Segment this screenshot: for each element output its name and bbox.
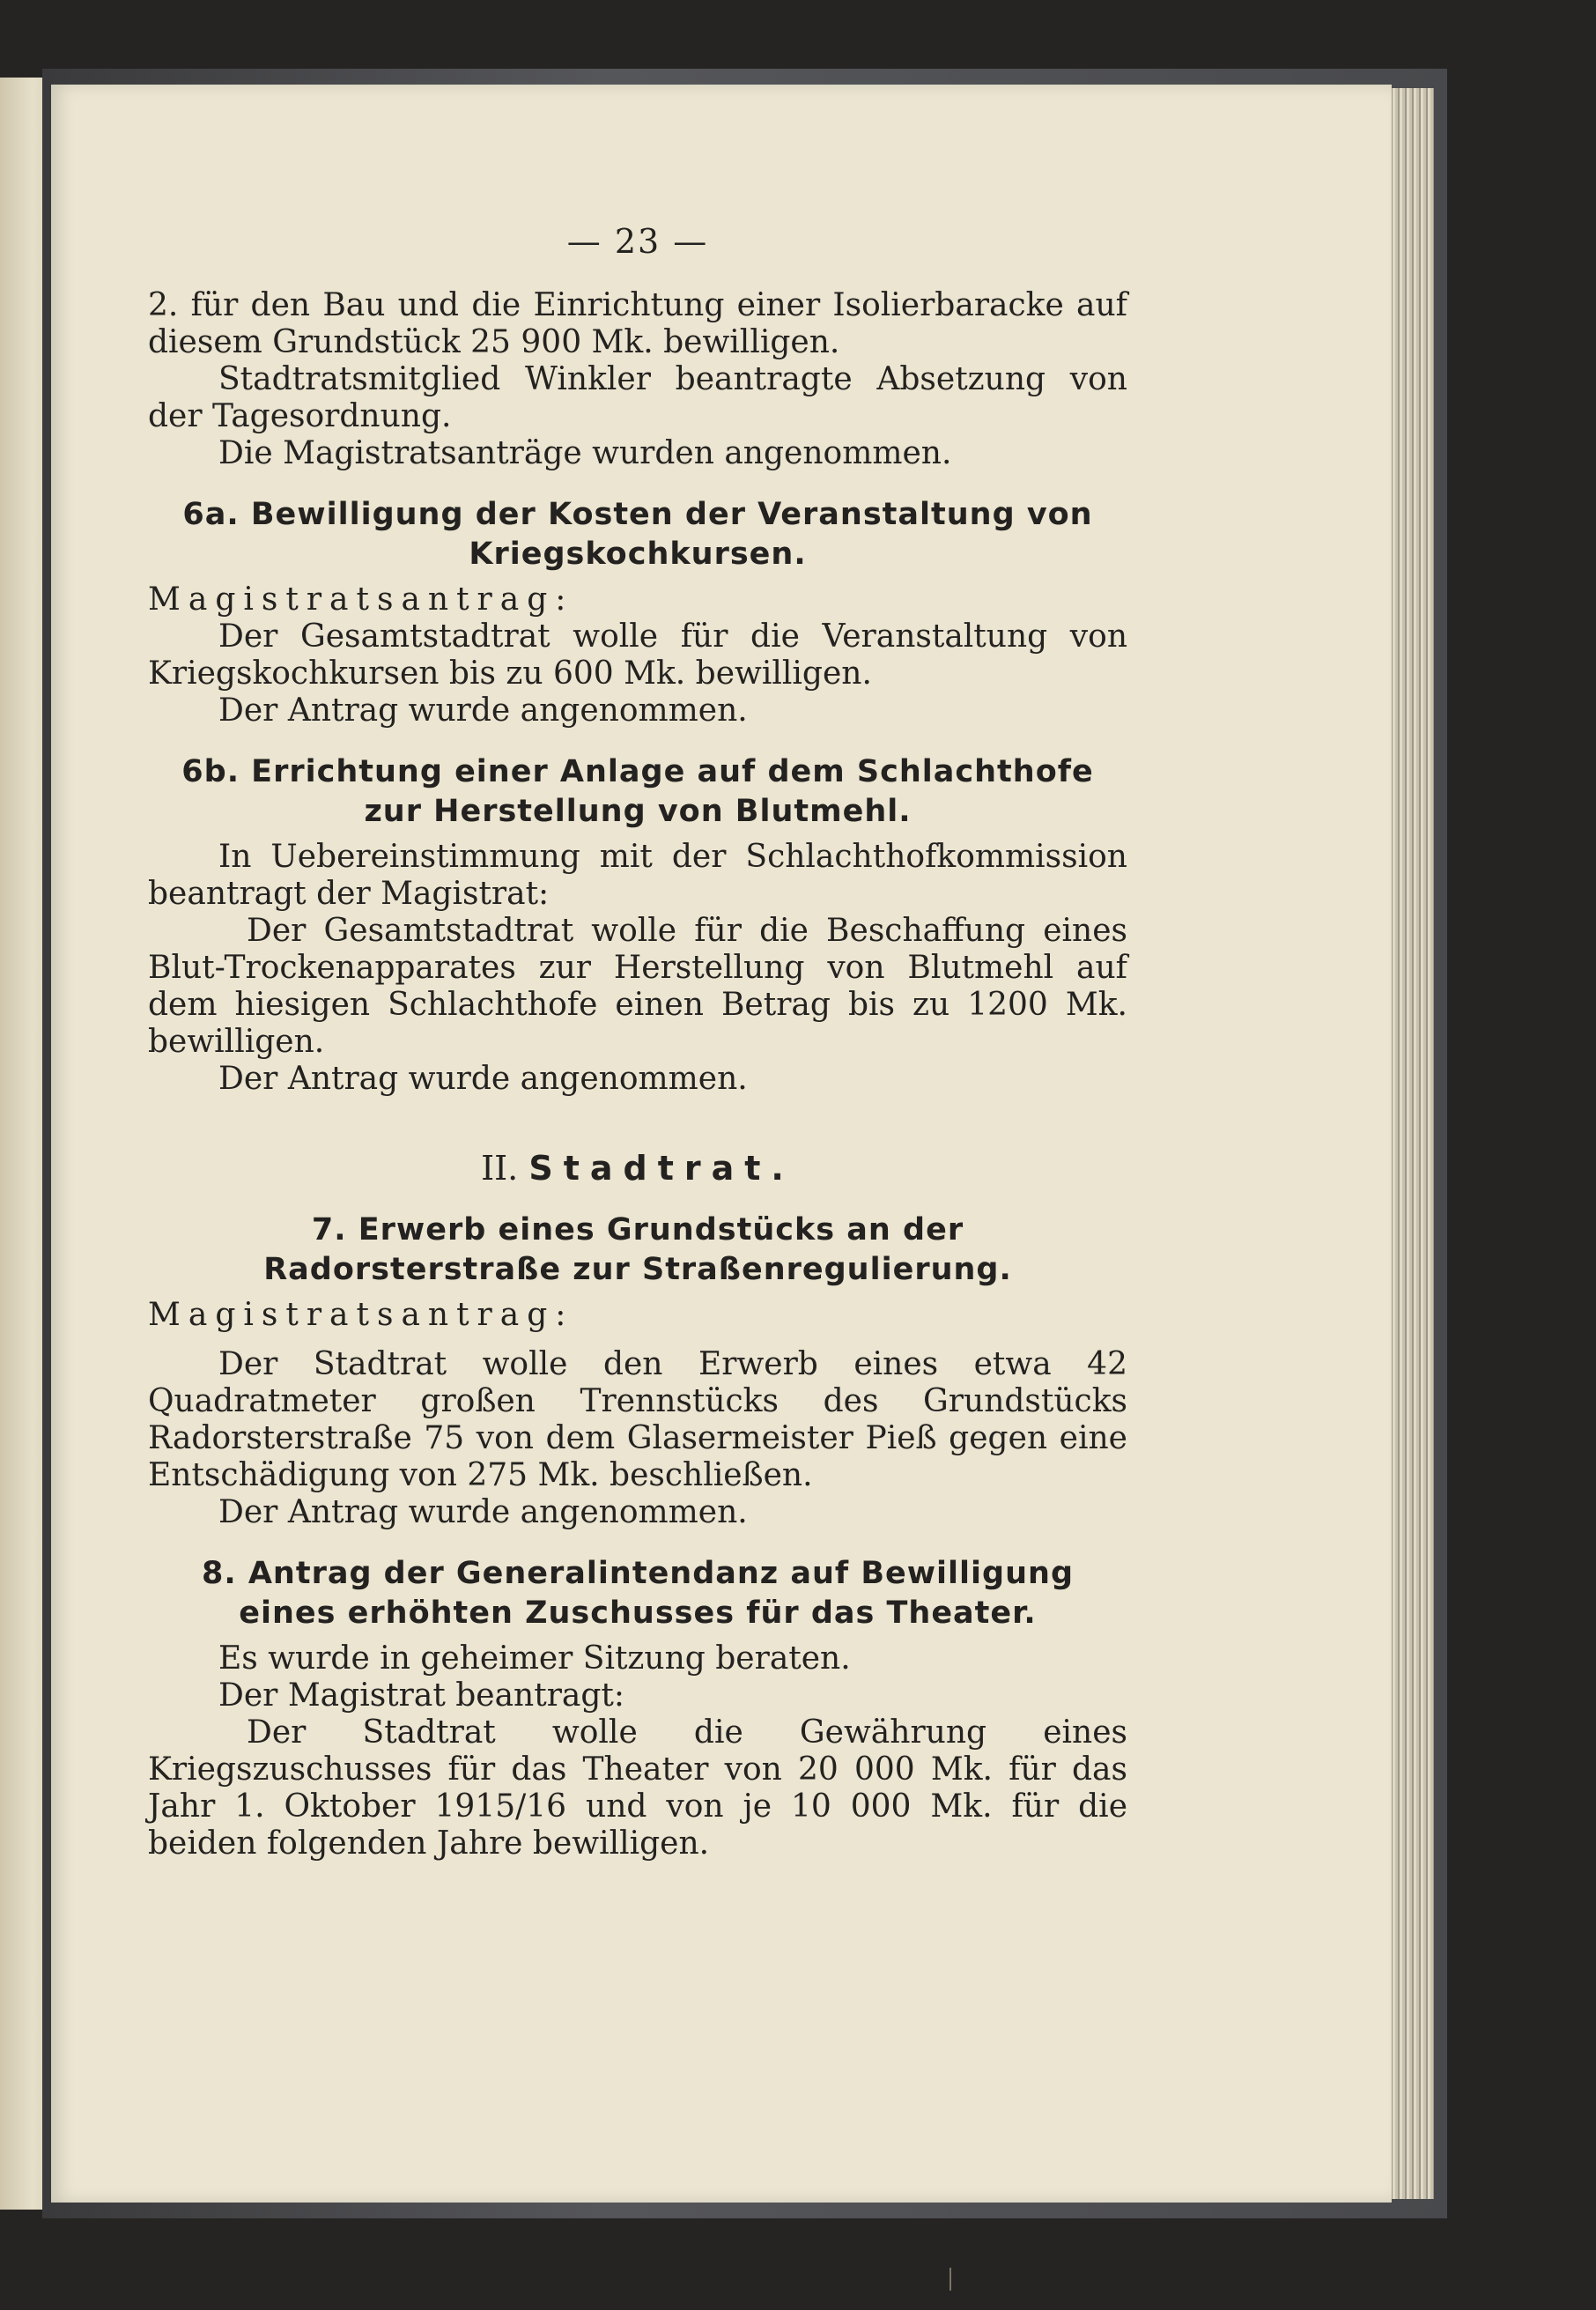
result-6b: Der Antrag wurde angenommen. — [218, 1061, 748, 1097]
label-magistratsantrag-6a: Magistratsantrag: — [148, 581, 574, 618]
intro-8: Der Magistrat beantragt: — [218, 1677, 625, 1714]
heading-6a: 6a. Bewilligung der Kosten der Veranstaltung von Kriegskochkursen. — [182, 497, 1093, 572]
intro-6b: In Uebereinstimmung mit der Schlachthofkommission beantragt der Magistrat: — [148, 839, 1127, 912]
motion-7: Der Stadtrat wolle den Erwerb eines etwa 42 Quadratmeter großen Trennstücks des Grundstücks Radorsterstraße 75 von dem Glasermeister Pieß gegen eine Entschädigung von 275 Mk. beschließen. — [148, 1346, 1127, 1493]
heading-7: 7. Erwerb eines Grundstücks an der Radorsterstraße zur Straßenregulierung. — [263, 1212, 1012, 1287]
paragraph-isolierbaracke: 2. für den Bau und die Einrichtung einer Isolierbaracke auf diesem Grundstück 25 900 Mk. bewilligen. — [148, 287, 1127, 360]
heading-8: 8. Antrag der Generalintendanz auf Bewilligung eines erhöhten Zuschusses für das Theater. — [202, 1556, 1074, 1631]
book-page — [51, 85, 1392, 2203]
printer-mark — [949, 2268, 951, 2291]
result-6a: Der Antrag wurde angenommen. — [218, 692, 748, 729]
page-number: — 23 — — [566, 222, 709, 261]
heading-6b: 6b. Errichtung einer Anlage auf dem Schlachthofe zur Herstellung von Blutmehl. — [181, 754, 1094, 829]
section-numeral: II. — [481, 1149, 519, 1188]
motion-8: Der Stadtrat wolle die Gewährung eines Kriegszuschusses für das Theater von 20 000 Mk. für das Jahr 1. Oktober 1915/16 und von je 10 000 Mk. für die beiden folgenden Jahre bewilligen. — [148, 1714, 1127, 1862]
result-7: Der Antrag wurde angenommen. — [218, 1494, 748, 1530]
motion-6b: Der Gesamtstadtrat wolle für die Beschaffung eines Blut-Trockenapparates zur Herstellung von Blutmehl auf dem hiesigen Schlachthofe einen Betrag bis zu 1200 Mk. bewilligen. — [148, 913, 1127, 1060]
label-magistratsantrag-7: Magistratsantrag: — [148, 1297, 574, 1333]
motion-6a: Der Gesamtstadtrat wolle für die Veranstaltung von Kriegskochkursen bis zu 600 Mk. bewilligen. — [148, 618, 1127, 692]
note-8: Es wurde in geheimer Sitzung beraten. — [218, 1640, 851, 1677]
paragraph-antraege-angenommen: Die Magistratsanträge wurden angenommen. — [218, 435, 952, 471]
section-ii-title — [148, 1149, 1127, 1188]
section-name: Stadtrat. — [528, 1149, 794, 1188]
page-text — [148, 222, 1127, 1862]
paragraph-winkler: Stadtratsmitglied Winkler beantragte Absetzung von der Tagesordnung. — [148, 361, 1127, 434]
